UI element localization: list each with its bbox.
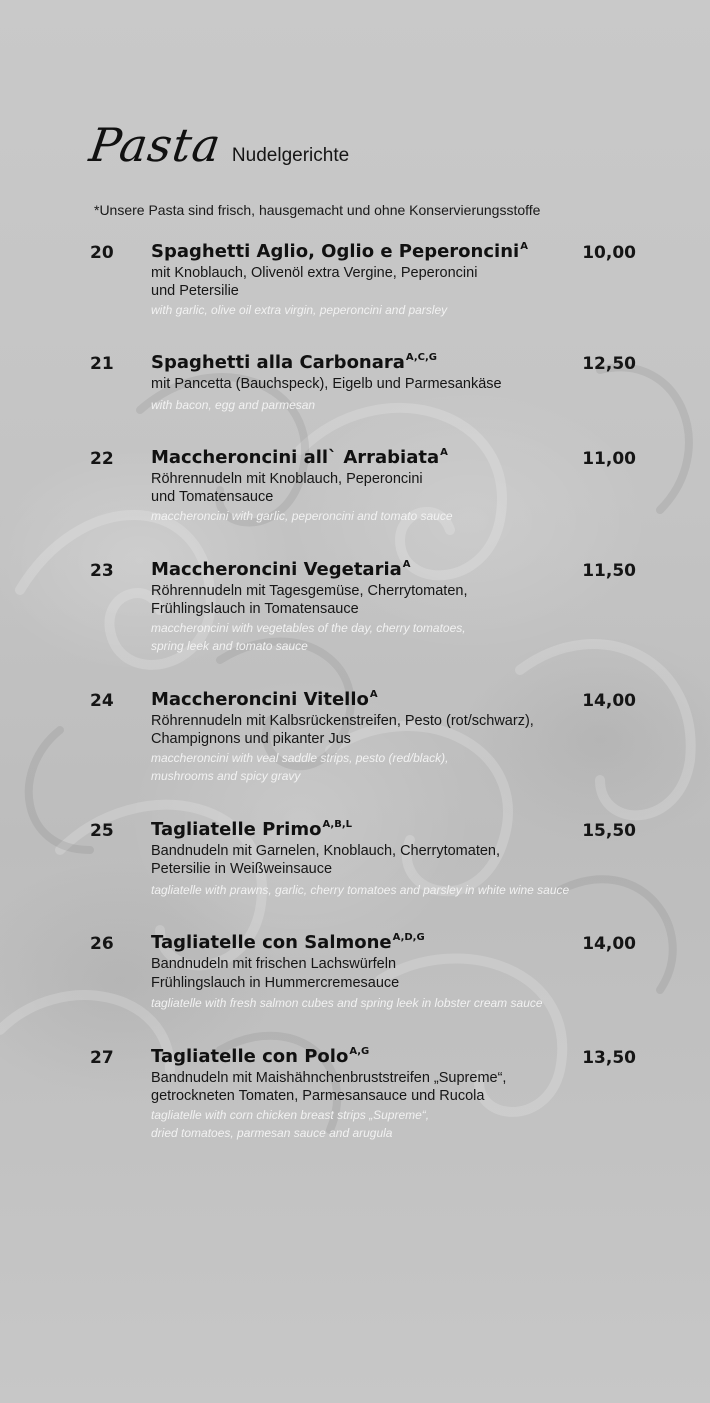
allergen-codes: A xyxy=(440,447,448,458)
page-subtitle: Nudelgerichte xyxy=(231,145,350,166)
item-price: 14,00 xyxy=(582,934,636,954)
item-description: Bandnudeln mit Maishähnchenbruststreifen „Supreme“, getrockneten Tomaten, Parmesansauce und Rucola xyxy=(151,1070,507,1104)
item-english: tagliatelle with fresh salmon cubes and spring leek in lobster cream sauce xyxy=(151,996,543,1010)
item-english: maccheroncini with veal saddle strips, pesto (red/black), mushrooms and spicy gravy xyxy=(151,751,449,783)
allergen-codes: A,G xyxy=(349,1046,370,1057)
item-name: Spaghetti Aglio, Oglio e Peperoncini$^A$ xyxy=(151,241,528,262)
allergen-codes: A,C,G xyxy=(405,352,437,363)
item-number: 23 xyxy=(90,561,114,581)
allergen-codes: A xyxy=(369,689,378,700)
item-name: Tagliatelle con Salmone$^{A,D,G}$ xyxy=(151,932,425,953)
item-number: 26 xyxy=(90,934,114,954)
item-number: 20 xyxy=(90,243,114,263)
item-english: tagliatelle with prawns, garlic, cherry tomatoes and parsley in white wine sauce xyxy=(151,883,570,897)
item-price: 10,00 xyxy=(582,243,636,263)
item-name: Spaghetti alla Carbonara$^{A,C,G}$ xyxy=(151,352,437,373)
item-description: Röhrennudeln mit Tagesgemüse, Cherrytomaten, Frühlingslauch in Tomatensauce xyxy=(151,583,468,617)
item-number: 22 xyxy=(90,449,114,469)
item-number: 27 xyxy=(90,1048,114,1068)
allergen-codes: A xyxy=(520,241,528,252)
item-english: maccheroncini with vegetables of the day, cherry tomatoes, spring leek and tomato sauce xyxy=(151,621,466,653)
page-title: Pasta xyxy=(86,118,225,172)
item-name: Maccheroncini all` Arrabiata$^A$ xyxy=(151,447,448,468)
item-number: 24 xyxy=(90,691,114,711)
allergen-codes: A,D,G xyxy=(392,932,425,943)
item-english: with bacon, egg and parmesan xyxy=(151,398,316,412)
item-price: 15,50 xyxy=(582,821,636,841)
item-english: tagliatelle with corn chicken breast strips „Supreme“, dried tomatoes, parmesan sauce and arugula xyxy=(151,1108,430,1140)
item-price: 11,50 xyxy=(582,561,636,581)
page-header xyxy=(86,118,350,188)
item-english: maccheroncini with garlic, peperoncini and tomato sauce xyxy=(151,509,453,523)
item-english: with garlic, olive oil extra virgin, peperoncini and parsley xyxy=(151,303,448,317)
allergen-codes: A xyxy=(402,559,411,570)
item-name: Tagliatelle Primo$^{A,B,L}$ xyxy=(151,819,352,840)
pasta-note: *Unsere Pasta sind frisch, hausgemacht und ohne Konservierungsstoffe xyxy=(94,202,541,218)
item-price: 11,00 xyxy=(582,449,636,469)
item-description: mit Pancetta (Bauchspeck), Eigelb und Parmesankäse xyxy=(151,376,502,392)
item-price: 12,50 xyxy=(582,354,636,374)
item-number: 25 xyxy=(90,821,114,841)
item-name: Maccheroncini Vitello$^A$ xyxy=(151,689,378,710)
item-name: Tagliatelle con Polo$^{A,G}$ xyxy=(151,1046,370,1067)
item-price: 13,50 xyxy=(582,1048,636,1068)
item-description: Bandnudeln mit frischen Lachswürfeln Frühlingslauch in Hummercremesauce xyxy=(151,956,400,991)
item-description: Röhrennudeln mit Kalbsrückenstreifen, Pesto (rot/schwarz), Champignons und pikanter Jus xyxy=(151,713,534,747)
item-description: Röhrennudeln mit Knoblauch, Peperoncini und Tomatensauce xyxy=(151,471,423,505)
item-name: Maccheroncini Vegetaria$^A$ xyxy=(151,559,411,580)
item-number: 21 xyxy=(90,354,114,374)
allergen-codes: A,B,L xyxy=(322,819,352,830)
item-description: Bandnudeln mit Garnelen, Knoblauch, Cherrytomaten, Petersilie in Weißweinsauce xyxy=(151,843,501,877)
item-description: mit Knoblauch, Olivenöl extra Vergine, Peperoncini und Petersilie xyxy=(151,265,478,299)
item-price: 14,00 xyxy=(582,691,636,711)
